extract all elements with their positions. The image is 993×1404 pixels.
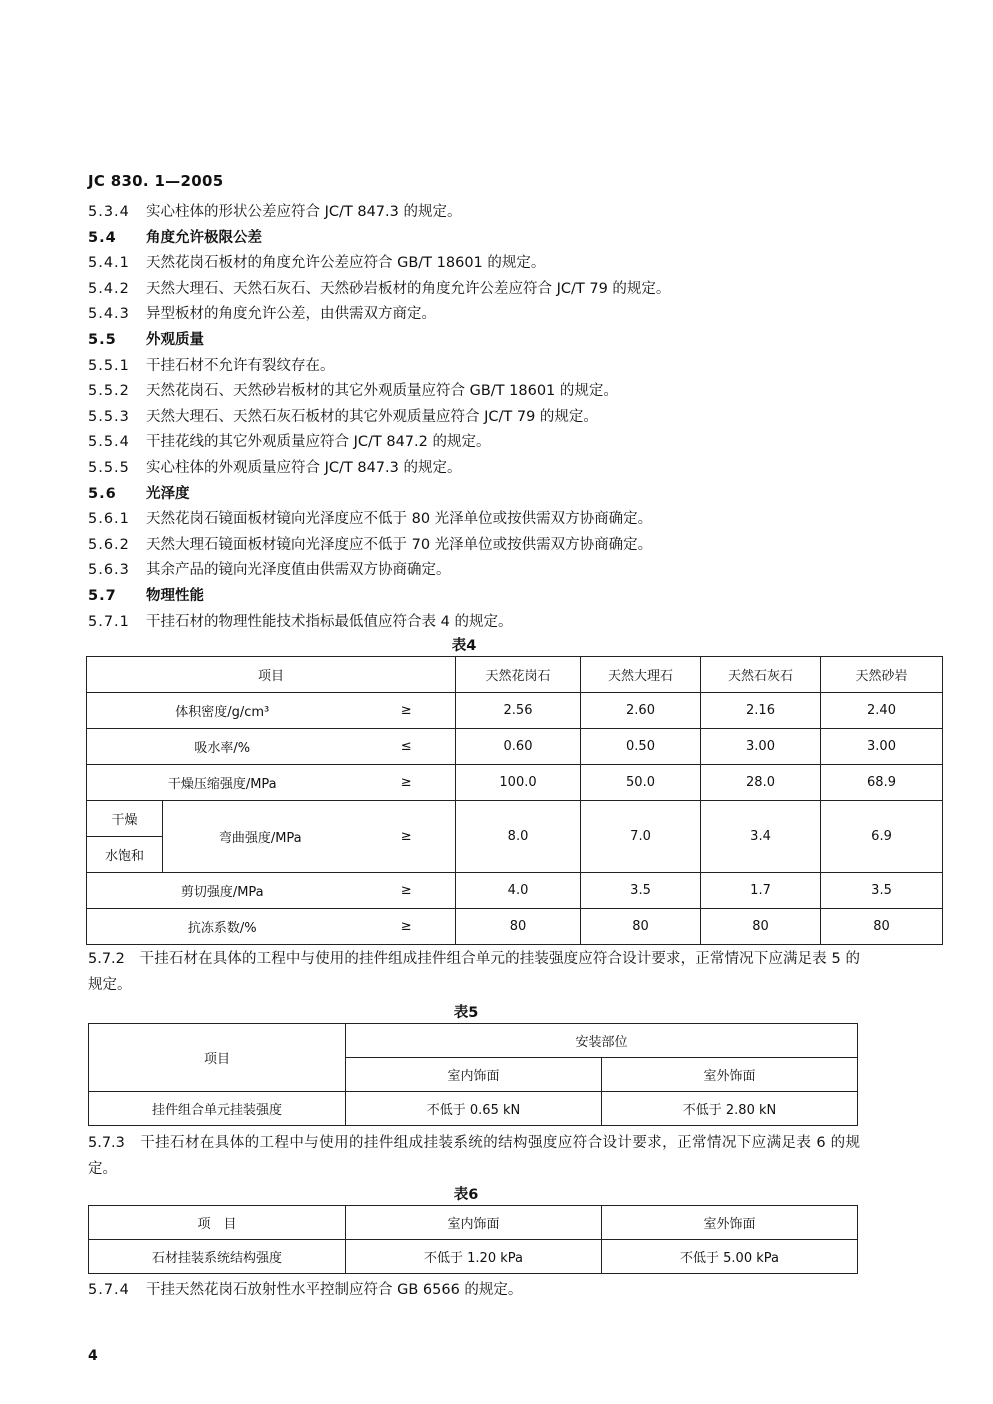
clause-line (88, 305, 436, 323)
table6-row-label: 石材挂装系统结构强度 (89, 1240, 346, 1274)
table-cell: 0.50 (581, 729, 701, 765)
clause-number: 5.6.1 (88, 511, 130, 528)
table-cell: 不低于 2.80 kN (602, 1092, 858, 1126)
table-cell: 2.16 (701, 693, 821, 729)
table-cell: 0.60 (456, 729, 581, 765)
table-cell: 50.0 (581, 765, 701, 801)
clause-text: 其余产品的镜向光泽度值由供需双方协商确定。 (146, 562, 451, 579)
table-cell: 1.7 (701, 873, 821, 909)
table-cell: 7.0 (581, 801, 701, 873)
clause-text: 天然花岗石镜面板材镜向光泽度应不低于 80 光泽单位或按供需双方协商确定。 (146, 511, 653, 528)
table-cell: 80 (701, 909, 821, 945)
table-cell: 3.5 (581, 873, 701, 909)
clause-5-7-3: 5.7.3 干挂石材在具体的工程中与使用的挂件组成挂装系统的结构强度应符合设计要求，正常情况下应满足表 6 的规定。 (88, 1135, 860, 1177)
clause-text: 异型板材的角度允许公差，由供需双方商定。 (146, 306, 436, 323)
table5-group-header: 安装部位 (346, 1024, 858, 1058)
property-label: 抗冻系数/% (87, 909, 358, 945)
table-cell: 3.5 (821, 873, 943, 909)
table6-header-row (89, 1206, 858, 1240)
clause-text: 实心柱体的形状公差应符合 JC/T 847.3 的规定。 (146, 204, 462, 220)
table-cell: 3.00 (701, 729, 821, 765)
clause-number: 5.7 (88, 588, 117, 604)
clause-number: 5.5.2 (88, 383, 130, 400)
table4-item-header: 项目 (87, 657, 456, 693)
clause-line (88, 229, 262, 247)
table5-header-row (89, 1024, 858, 1058)
table6-col-header: 室内饰面 (346, 1206, 602, 1240)
clause-number: 5.6.3 (88, 562, 130, 579)
property-label: 弯曲强度/MPa (163, 801, 358, 873)
clause-number: 5.7.4 (88, 1282, 130, 1298)
clause-text: 角度允许极限公差 (146, 229, 262, 246)
comparison-operator: ≤ (358, 729, 456, 765)
table-row (87, 693, 943, 729)
page-number: 4 (88, 1348, 98, 1364)
table-row (87, 729, 943, 765)
table-row (87, 909, 943, 945)
table6 (88, 1205, 858, 1274)
comparison-operator: ≥ (358, 873, 456, 909)
table-cell: 6.9 (821, 801, 943, 873)
clause-number: 5.4 (88, 229, 117, 246)
table-cell: 80 (456, 909, 581, 945)
standard-code-header: JC 830. 1—2005 (88, 172, 224, 190)
clause-5-7-4 (88, 1281, 522, 1299)
table5-caption: 表5 (453, 1005, 479, 1021)
clause-number: 5.5.5 (88, 460, 130, 476)
clause-line (88, 510, 652, 528)
table4-col-header: 天然大理石 (581, 657, 701, 693)
table-cell: 80 (581, 909, 701, 945)
clause-text: 物理性能 (146, 588, 204, 604)
clause-line (88, 536, 652, 554)
table-row (87, 873, 943, 909)
clause-number: 5.3.4 (88, 204, 130, 220)
table-cell: 不低于 0.65 kN (346, 1092, 602, 1126)
clause-number: 5.4.2 (88, 280, 130, 297)
clause-line (88, 382, 618, 400)
clause-number: 5.5 (88, 332, 117, 348)
table-cell: 80 (821, 909, 943, 945)
clause-line (88, 357, 335, 375)
table-cell: 4.0 (456, 873, 581, 909)
condition-dry: 干燥 (87, 801, 163, 837)
comparison-operator: ≥ (358, 801, 456, 873)
clause-number: 5.4.3 (88, 306, 130, 323)
clause-number: 5.5.1 (88, 357, 130, 374)
clause-text: 天然花岗石板材的角度允许公差应符合 GB/T 18601 的规定。 (146, 255, 546, 272)
clause-number: 5.7.1 (88, 613, 130, 630)
clause-text: 天然大理石、天然石灰石板材的其它外观质量应符合 JC/T 79 的规定。 (146, 408, 598, 425)
clause-number: 5.4.1 (88, 255, 130, 272)
table-cell: 8.0 (456, 801, 581, 873)
table5-col-header: 室外饰面 (602, 1058, 858, 1092)
clause-text: 外观质量 (146, 332, 204, 348)
table4-col-header: 天然花岗石 (456, 657, 581, 693)
clause-line (88, 561, 451, 579)
table4-col-header: 天然石灰石 (701, 657, 821, 693)
clause-number: 5.6 (88, 485, 117, 502)
table6-col-header: 室外饰面 (602, 1206, 858, 1240)
table-cell: 3.00 (821, 729, 943, 765)
clause-text: 干挂天然花岗石放射性水平控制应符合 GB 6566 的规定。 (146, 1282, 523, 1298)
clause-line (88, 459, 461, 477)
table-cell: 2.56 (456, 693, 581, 729)
clause-line (88, 408, 598, 426)
comparison-operator: ≥ (358, 765, 456, 801)
table-row (89, 1092, 858, 1126)
property-label: 干燥压缩强度/MPa (87, 765, 358, 801)
condition-wet: 水饱和 (87, 837, 163, 873)
clause-line (88, 587, 204, 605)
clause-line (88, 331, 204, 349)
clause-text: 干挂石材不允许有裂纹存在。 (146, 357, 335, 374)
table5-item-header: 项目 (89, 1024, 346, 1092)
table-cell: 28.0 (701, 765, 821, 801)
table-row (89, 1240, 858, 1274)
clause-number: 5.5.4 (88, 434, 130, 451)
table6-item-header: 项 目 (89, 1206, 346, 1240)
property-label: 吸水率/% (87, 729, 358, 765)
clause-text: 天然大理石、天然石灰石、天然砂岩板材的角度允许公差应符合 JC/T 79 的规定。 (146, 280, 671, 297)
clause-line (88, 433, 490, 451)
property-label: 体积密度/g/cm³ (87, 693, 358, 729)
clause-text: 光泽度 (146, 485, 190, 502)
table4 (86, 656, 943, 945)
clause-number: 5.6.2 (88, 536, 130, 553)
clause-text: 天然大理石镜面板材镜向光泽度应不低于 70 光泽单位或按供需双方协商确定。 (146, 536, 653, 553)
table-cell: 2.40 (821, 693, 943, 729)
table5-row-label: 挂件组合单元挂装强度 (89, 1092, 346, 1126)
table-cell: 不低于 1.20 kPa (346, 1240, 602, 1274)
table4-caption: 表4 (451, 638, 477, 654)
clause-text: 实心柱体的外观质量应符合 JC/T 847.3 的规定。 (146, 460, 462, 476)
table-row (87, 801, 943, 837)
clause-line (88, 613, 512, 631)
table-cell: 100.0 (456, 765, 581, 801)
clause-text: 天然花岗石、天然砂岩板材的其它外观质量应符合 GB/T 18601 的规定。 (146, 383, 618, 400)
table5 (88, 1023, 858, 1126)
clause-line (88, 254, 545, 272)
clause-line (88, 203, 461, 221)
table4-col-header: 天然砂岩 (821, 657, 943, 693)
clause-text: 干挂花线的其它外观质量应符合 JC/T 847.2 的规定。 (146, 434, 491, 451)
clause-line (88, 280, 670, 298)
table-cell: 不低于 5.00 kPa (602, 1240, 858, 1274)
table-cell: 2.60 (581, 693, 701, 729)
clause-5-7-2: 5.7.2 干挂石材在具体的工程中与使用的挂件组成挂件组合单元的挂装强度应符合设计要求，正常情况下应满足表 5 的规定。 (88, 951, 860, 993)
table5-col-header: 室内饰面 (346, 1058, 602, 1092)
clause-number: 5.5.3 (88, 408, 130, 425)
property-label: 剪切强度/MPa (87, 873, 358, 909)
comparison-operator: ≥ (358, 909, 456, 945)
comparison-operator: ≥ (358, 693, 456, 729)
table-row (87, 765, 943, 801)
clause-line (88, 485, 190, 503)
table6-caption: 表6 (453, 1187, 479, 1203)
clause-text: 干挂石材的物理性能技术指标最低值应符合表 4 的规定。 (146, 613, 513, 630)
table4-header-row (87, 657, 943, 693)
table-cell: 68.9 (821, 765, 943, 801)
table-cell: 3.4 (701, 801, 821, 873)
